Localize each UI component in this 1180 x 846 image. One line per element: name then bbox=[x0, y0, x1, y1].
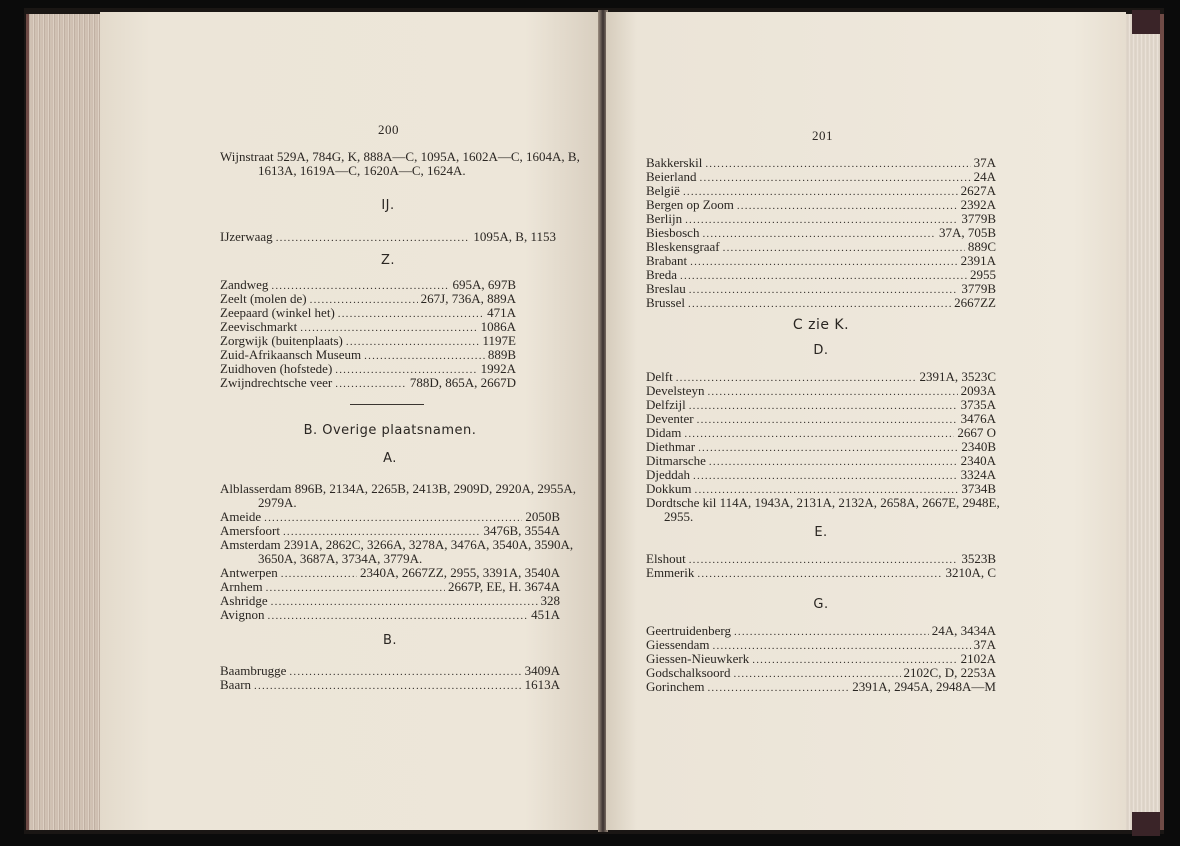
entry-name: Deventer bbox=[646, 411, 694, 426]
heading-z: Z. bbox=[380, 253, 396, 268]
entry-references: 2667P, EE, H. 3674A bbox=[448, 579, 560, 594]
entry-name: Bakkerskil bbox=[646, 155, 703, 170]
index-entry bbox=[646, 254, 996, 268]
entry-references: 695A, 697B bbox=[452, 277, 516, 292]
entry-references: 3523B bbox=[961, 551, 996, 566]
entry-name: Brussel bbox=[646, 295, 685, 310]
entry-references: 3324A bbox=[960, 467, 996, 482]
entry-dordtsche-kil-cont: 2955. bbox=[664, 509, 694, 524]
entry-references: 1992A bbox=[480, 361, 516, 376]
g-entries bbox=[646, 624, 996, 694]
index-entry bbox=[646, 296, 996, 310]
entry-references: 1095A, B, 1153 bbox=[473, 229, 556, 244]
entry-references: 1613A bbox=[524, 677, 560, 692]
leader-dots bbox=[700, 171, 971, 185]
entry-references: 2667ZZ bbox=[954, 295, 996, 310]
leader-dots bbox=[268, 609, 529, 623]
index-entry bbox=[646, 566, 996, 580]
heading-ij: IJ. bbox=[381, 198, 395, 213]
index-entry bbox=[220, 524, 560, 538]
index-entry bbox=[646, 370, 996, 384]
index-entry bbox=[646, 666, 996, 680]
z-entries bbox=[220, 278, 516, 390]
leader-dots bbox=[346, 335, 480, 349]
entry-name: Ashridge bbox=[220, 593, 268, 608]
leader-dots bbox=[698, 441, 958, 455]
a-block bbox=[220, 481, 577, 622]
entry-references: 3779B bbox=[961, 211, 996, 226]
leader-dots bbox=[707, 681, 849, 695]
entry-references: 2392A bbox=[960, 197, 996, 212]
corner-protector-bottom bbox=[1132, 812, 1160, 836]
index-entry bbox=[220, 608, 560, 622]
index-entry bbox=[220, 566, 560, 580]
leader-dots bbox=[693, 469, 958, 483]
leader-dots bbox=[289, 665, 521, 679]
heading-e: E. bbox=[814, 525, 828, 540]
a-entries-2 bbox=[220, 566, 560, 622]
entry-references: 2391A, 3523C bbox=[919, 369, 996, 384]
index-entry bbox=[646, 268, 996, 282]
entry-references: 3409A bbox=[524, 663, 560, 678]
leader-dots bbox=[697, 413, 958, 427]
index-entry bbox=[220, 580, 560, 594]
entry-references: 24A bbox=[973, 169, 996, 184]
entry-name: Delft bbox=[646, 369, 673, 384]
entry-references: 3734B bbox=[961, 481, 996, 496]
heading-b: B. bbox=[382, 633, 398, 648]
entry-name: Zwijndrechtsche veer bbox=[220, 375, 333, 390]
left-page bbox=[100, 12, 600, 830]
index-entry bbox=[646, 282, 996, 296]
index-entry bbox=[220, 664, 560, 678]
entry-references: 1197E bbox=[482, 333, 516, 348]
entry-references: 2050B bbox=[525, 509, 560, 524]
page-number-right: 201 bbox=[812, 128, 833, 143]
a-entries-1 bbox=[220, 510, 560, 538]
index-entry bbox=[646, 226, 996, 240]
entry-dordtsche-kil: Dordtsche kil 114A, 1943A, 2131A, 2132A, 2658A, 2667E, 2948E, bbox=[646, 495, 1000, 510]
entry-references: 451A bbox=[531, 607, 560, 622]
index-entry bbox=[646, 170, 996, 184]
entry-references: 2102C, D, 2253A bbox=[903, 665, 996, 680]
b-entries-left bbox=[220, 664, 560, 692]
index-entry bbox=[220, 678, 560, 692]
index-entry bbox=[646, 468, 996, 482]
entry-references: 2391A, 2945A, 2948A—M bbox=[852, 679, 996, 694]
index-entry bbox=[220, 292, 516, 306]
entry-name: Giessen-Nieuwkerk bbox=[646, 651, 750, 666]
leader-dots bbox=[254, 679, 522, 693]
entry-name: Biesbosch bbox=[646, 225, 700, 240]
entry-name: Didam bbox=[646, 425, 682, 440]
index-entry bbox=[220, 510, 560, 524]
entry-references: 2391A bbox=[960, 253, 996, 268]
entry-name: Bergen op Zoom bbox=[646, 197, 734, 212]
heading-g: G. bbox=[813, 597, 829, 612]
left-page-text bbox=[220, 149, 580, 178]
index-entry bbox=[646, 240, 996, 254]
index-entry bbox=[220, 376, 516, 390]
index-entry bbox=[220, 594, 560, 608]
leader-dots bbox=[737, 199, 958, 213]
entry-alblasserdam: Alblasserdam 896B, 2134A, 2265B, 2413B, 2909D, 2920A, 2955A, bbox=[220, 481, 577, 496]
entry-name: Giessendam bbox=[646, 637, 710, 652]
index-entry bbox=[646, 198, 996, 212]
entry-references: 2340A bbox=[960, 453, 996, 468]
index-entry bbox=[646, 440, 996, 454]
index-entry bbox=[220, 362, 516, 376]
corner-protector-top bbox=[1132, 10, 1160, 34]
entry-name: Geertruidenberg bbox=[646, 623, 731, 638]
index-entry bbox=[220, 278, 516, 292]
leader-dots bbox=[689, 399, 958, 413]
index-entry bbox=[646, 680, 996, 694]
leader-dots bbox=[281, 567, 357, 581]
leader-dots bbox=[266, 581, 445, 595]
section-title: B. Overige plaatsnamen. bbox=[303, 423, 477, 438]
entry-references: 24A, 3434A bbox=[931, 623, 996, 638]
entry-wijnstraat: Wijnstraat 529A, 784G, K, 888A—C, 1095A, 1602A—C, 1604A, B, bbox=[220, 149, 580, 164]
ij-entries bbox=[220, 230, 556, 244]
b-entries-right bbox=[646, 156, 996, 310]
entry-references: 37A, 705B bbox=[938, 225, 996, 240]
entry-name: Elshout bbox=[646, 551, 686, 566]
leader-dots bbox=[689, 283, 959, 297]
leader-dots bbox=[707, 385, 957, 399]
entry-references: 2955 bbox=[970, 267, 996, 282]
heading-c: C zie K. bbox=[792, 317, 850, 333]
entry-references: 3779B bbox=[961, 281, 996, 296]
entry-name: Zandweg bbox=[220, 277, 269, 292]
index-entry bbox=[646, 454, 996, 468]
entry-name: Berlijn bbox=[646, 211, 683, 226]
entry-name: Develsteyn bbox=[646, 383, 705, 398]
entry-references: 267J, 736A, 889A bbox=[420, 291, 516, 306]
entry-name: Gorinchem bbox=[646, 679, 705, 694]
entry-references: 1086A bbox=[480, 319, 516, 334]
entry-name: Zeelt (molen de) bbox=[220, 291, 307, 306]
entry-name: Zeevischmarkt bbox=[220, 319, 298, 334]
heading-a: A. bbox=[383, 451, 397, 466]
entry-references: 2093A bbox=[960, 383, 996, 398]
entry-name: Delfzijl bbox=[646, 397, 686, 412]
leader-dots bbox=[697, 567, 942, 581]
leader-dots bbox=[689, 553, 959, 567]
entry-name: Bleskensgraaf bbox=[646, 239, 720, 254]
index-entry bbox=[646, 652, 996, 666]
index-entry bbox=[220, 334, 516, 348]
index-entry bbox=[646, 184, 996, 198]
d-block bbox=[646, 369, 1000, 524]
entry-references: 471A bbox=[487, 305, 516, 320]
entry-alblasserdam-cont: 2979A. bbox=[258, 495, 297, 510]
entry-name: Ameide bbox=[220, 509, 262, 524]
d-entries bbox=[646, 370, 996, 496]
index-entry bbox=[646, 398, 996, 412]
index-entry bbox=[220, 230, 556, 244]
index-entry bbox=[220, 320, 516, 334]
entry-references: 3476B, 3554A bbox=[483, 523, 560, 538]
index-entry bbox=[220, 306, 516, 320]
entry-name: Beierland bbox=[646, 169, 697, 184]
entry-references: 889B bbox=[487, 347, 516, 362]
leader-dots bbox=[685, 213, 958, 227]
entry-name: Zuidhoven (hofstede) bbox=[220, 361, 333, 376]
index-entry bbox=[646, 624, 996, 638]
page-edges-right bbox=[1120, 14, 1164, 830]
entry-name: Baambrugge bbox=[220, 663, 287, 678]
entry-name: Brabant bbox=[646, 253, 688, 268]
entry-amsterdam-cont: 3650A, 3687A, 3734A, 3779A. bbox=[258, 551, 423, 566]
leader-dots bbox=[338, 307, 484, 321]
entry-name: België bbox=[646, 183, 680, 198]
e-entries bbox=[646, 552, 996, 580]
index-entry bbox=[646, 638, 996, 652]
entry-name: Djeddah bbox=[646, 467, 691, 482]
index-entry bbox=[646, 552, 996, 566]
leader-dots bbox=[690, 255, 957, 269]
section-divider bbox=[350, 404, 424, 405]
entry-wijnstraat-cont: 1613A, 1619A—C, 1620A—C, 1624A. bbox=[258, 163, 466, 178]
entry-references: 889C bbox=[967, 239, 996, 254]
index-entry bbox=[646, 426, 996, 440]
leader-dots bbox=[734, 625, 929, 639]
page-number-left: 200 bbox=[378, 122, 399, 137]
entry-references: 37A bbox=[973, 637, 996, 652]
entry-references: 2340A, 2667ZZ, 2955, 3391A, 3540A bbox=[359, 565, 560, 580]
index-entry bbox=[646, 384, 996, 398]
entry-name: Emmerik bbox=[646, 565, 695, 580]
entry-name: Zorgwijk (buitenplaats) bbox=[220, 333, 343, 348]
leader-dots bbox=[276, 231, 471, 245]
entry-references: 3735A bbox=[960, 397, 996, 412]
entry-name: Amersfoort bbox=[220, 523, 280, 538]
leader-dots bbox=[702, 227, 935, 241]
entry-name: Dokkum bbox=[646, 481, 692, 496]
entry-name: Breda bbox=[646, 267, 678, 282]
entry-references: 3476A bbox=[960, 411, 996, 426]
entry-name: Godschalksoord bbox=[646, 665, 731, 680]
index-entry bbox=[220, 348, 516, 362]
entry-references: 3210A, C bbox=[945, 565, 996, 580]
leader-dots bbox=[364, 349, 485, 363]
heading-d: D. bbox=[813, 343, 829, 358]
leader-dots bbox=[688, 297, 951, 311]
index-entry bbox=[646, 482, 996, 496]
leader-dots bbox=[676, 371, 917, 385]
entry-references: 2340B bbox=[961, 439, 996, 454]
entry-references: 2627A bbox=[960, 183, 996, 198]
entry-name: Diethmar bbox=[646, 439, 696, 454]
entry-amsterdam: Amsterdam 2391A, 2862C, 3266A, 3278A, 3476A, 3540A, 3590A, bbox=[220, 537, 574, 552]
entry-name: IJzerwaag bbox=[220, 229, 273, 244]
index-entry bbox=[646, 412, 996, 426]
entry-references: 2667 O bbox=[957, 425, 996, 440]
index-entry bbox=[646, 156, 996, 170]
entry-name: Antwerpen bbox=[220, 565, 278, 580]
entry-references: 788D, 865A, 2667D bbox=[409, 375, 516, 390]
leader-dots bbox=[335, 377, 407, 391]
entry-name: Baarn bbox=[220, 677, 252, 692]
leader-dots bbox=[713, 639, 971, 653]
index-entry bbox=[646, 212, 996, 226]
entry-references: 37A bbox=[973, 155, 996, 170]
entry-references: 328 bbox=[540, 593, 560, 608]
leader-dots bbox=[271, 595, 538, 609]
entry-name: Breslau bbox=[646, 281, 686, 296]
entry-name: Ditmarsche bbox=[646, 453, 706, 468]
entry-name: Avignon bbox=[220, 607, 265, 622]
leader-dots bbox=[684, 427, 954, 441]
leader-dots bbox=[709, 455, 958, 469]
entry-name: Arnhem bbox=[220, 579, 263, 594]
entry-name: Zuid-Afrikaansch Museum bbox=[220, 347, 362, 362]
entry-name: Zeepaard (winkel het) bbox=[220, 305, 335, 320]
leader-dots bbox=[705, 157, 970, 171]
leader-dots bbox=[680, 269, 967, 283]
page-edges-left bbox=[26, 14, 105, 830]
entry-references: 2102A bbox=[960, 651, 996, 666]
leader-dots bbox=[723, 241, 965, 255]
